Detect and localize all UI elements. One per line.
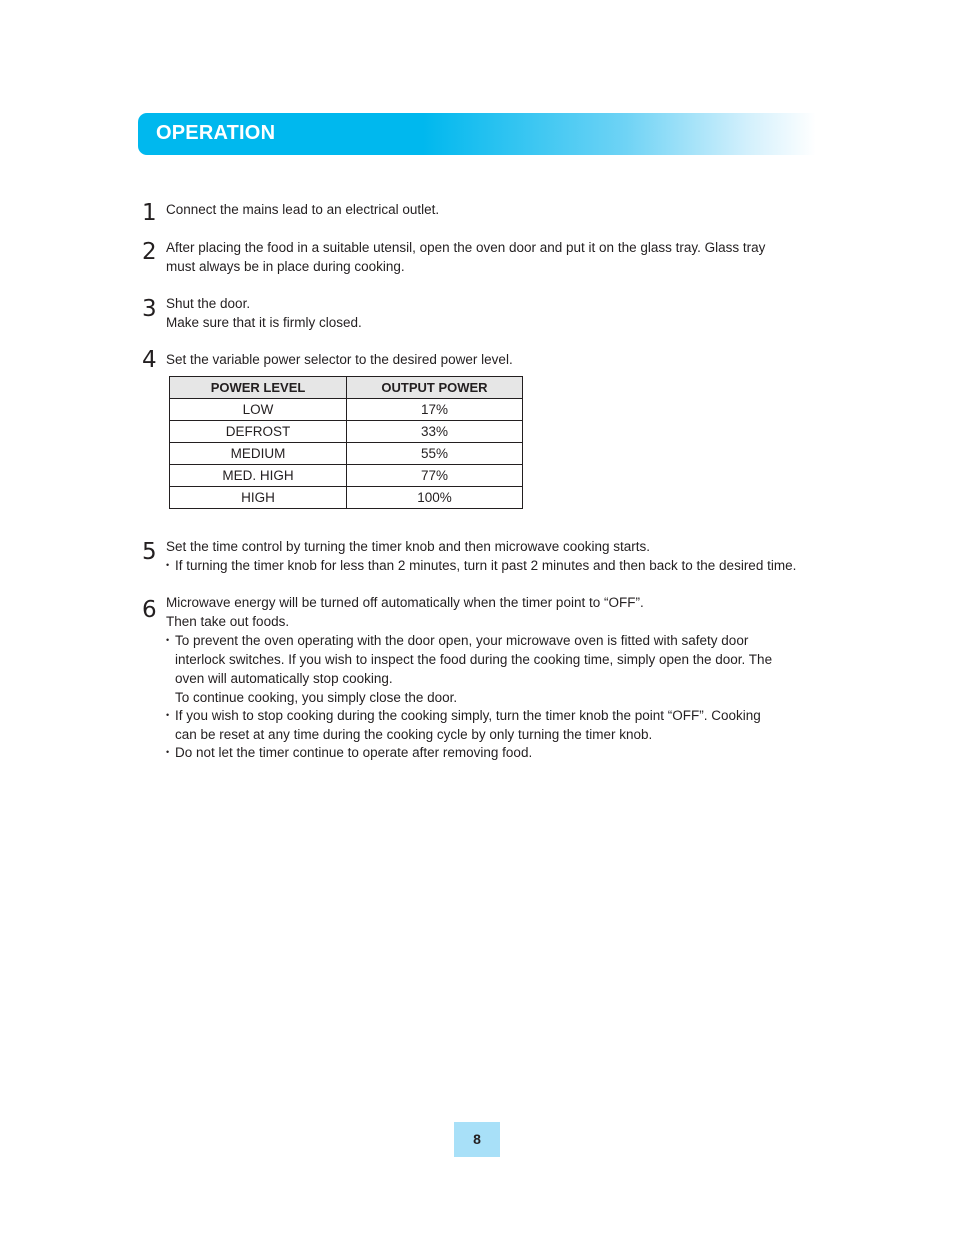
table-row: [170, 443, 523, 465]
bullet-text-line: To prevent the oven operating with the door open, your microwave oven is fitted with safety door: [175, 633, 749, 648]
step-6-bullet-3: [166, 743, 826, 762]
step-5-bullet: [166, 556, 866, 575]
power-level-cell: MED. HIGH: [170, 465, 347, 487]
bullet-text: If turning the timer knob for less than 2 minutes, turn it past 2 minutes and then back to the desired time.: [175, 558, 797, 573]
output-power-cell: 17%: [347, 399, 523, 421]
power-level-cell: DEFROST: [170, 421, 347, 443]
step-6-bullet-1: [166, 631, 826, 707]
step-4-text: Set the variable power selector to the desired power level.: [166, 352, 513, 367]
bullet-marker: •: [166, 560, 170, 570]
step-number-4: 4: [142, 347, 157, 373]
power-level-cell: MEDIUM: [170, 443, 347, 465]
bullet-marker: •: [166, 710, 170, 720]
power-level-table: [169, 376, 523, 509]
step-2-text-line-1: After placing the food in a suitable utensil, open the oven door and put it on the glass tray. Glass tray: [166, 240, 766, 255]
output-power-cell: 77%: [347, 465, 523, 487]
step-6-text-line-1: Microwave energy will be turned off automatically when the timer point to “OFF”.: [166, 595, 644, 610]
bullet-text-line: can be reset at any time during the cooking cycle by only turning the timer knob.: [175, 727, 653, 742]
bullet-text-line: If you wish to stop cooking during the cooking simply, turn the timer knob the point “OFF”. Cooking: [175, 708, 761, 723]
bullet-text: Do not let the timer continue to operate after removing food.: [175, 745, 533, 760]
bullet-text-line: To continue cooking, you simply close the door.: [175, 690, 458, 705]
table-row: [170, 465, 523, 487]
output-power-cell: 55%: [347, 443, 523, 465]
bullet-marker: •: [166, 747, 170, 757]
step-number-3: 3: [142, 296, 157, 322]
table-row: [170, 487, 523, 509]
step-5-text: Set the time control by turning the timer knob and then microwave cooking starts.: [166, 539, 650, 554]
step-number-6: 6: [142, 597, 157, 623]
step-6-bullet-2: [166, 706, 826, 744]
output-power-cell: 33%: [347, 421, 523, 443]
section-header-bar: [138, 113, 816, 155]
power-level-cell: LOW: [170, 399, 347, 421]
step-number-1: 1: [142, 200, 157, 226]
column-header-output-power: OUTPUT POWER: [347, 377, 523, 399]
step-6-text-line-2: Then take out foods.: [166, 614, 290, 629]
table-row: [170, 399, 523, 421]
step-number-2: 2: [142, 239, 157, 265]
step-3-text-line-2: Make sure that it is firmly closed.: [166, 315, 362, 330]
table-header-row: [170, 377, 523, 399]
bullet-text-line: interlock switches. If you wish to inspect the food during the cooking time, simply open the door. The: [175, 652, 773, 667]
bullet-marker: •: [166, 635, 170, 645]
step-3-text-line-1: Shut the door.: [166, 296, 251, 311]
table-row: [170, 421, 523, 443]
step-1-text: Connect the mains lead to an electrical outlet.: [166, 202, 440, 217]
step-2-text-line-2: must always be in place during cooking.: [166, 259, 405, 274]
power-level-cell: HIGH: [170, 487, 347, 509]
step-number-5: 5: [142, 539, 157, 565]
output-power-cell: 100%: [347, 487, 523, 509]
column-header-power-level: POWER LEVEL: [170, 377, 347, 399]
section-title: OPERATION: [156, 122, 276, 144]
page-number: 8: [454, 1122, 500, 1157]
bullet-text-line: oven will automatically stop cooking.: [175, 671, 393, 686]
